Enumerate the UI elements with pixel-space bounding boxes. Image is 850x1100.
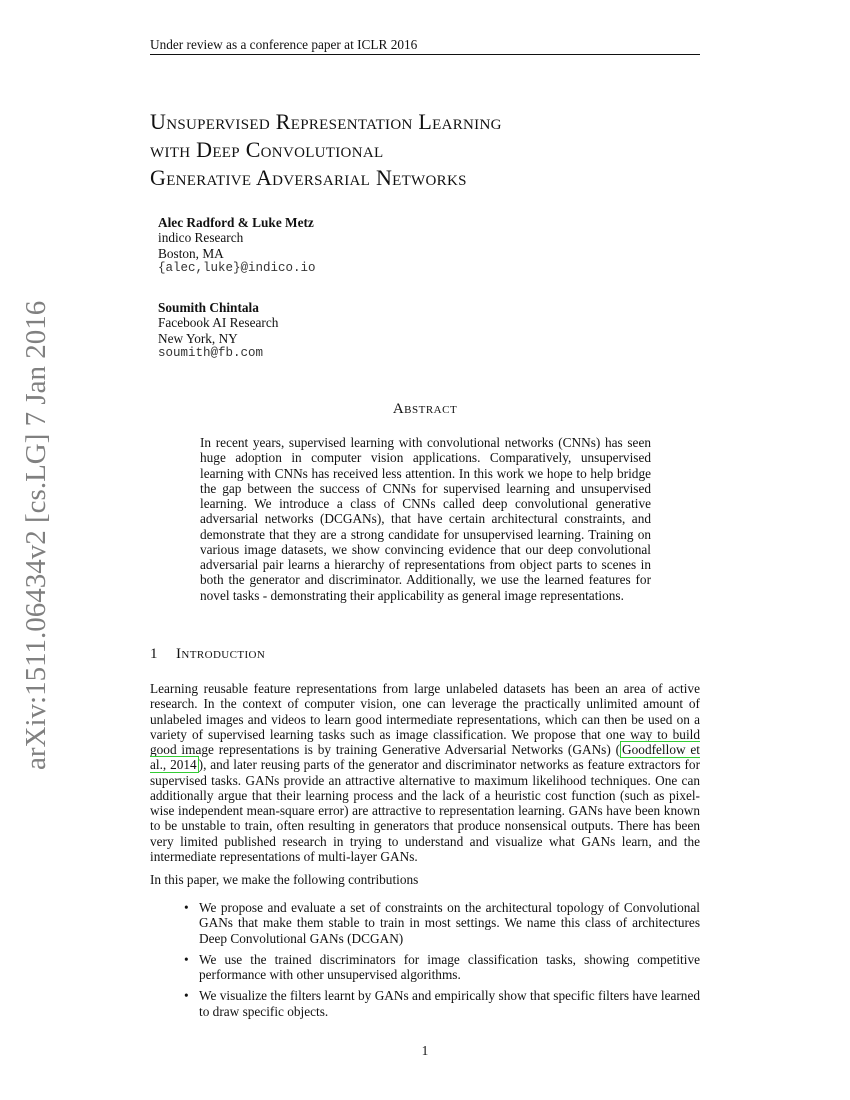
section-heading-introduction xyxy=(150,646,265,663)
author-block-2 xyxy=(158,300,278,361)
title-line: Generative Adversarial Networks xyxy=(150,165,467,190)
running-header: Under review as a conference paper at ICLR 2016 xyxy=(150,37,700,55)
title-line: Unsupervised Representation Learning xyxy=(150,109,502,134)
abstract-text: In recent years, supervised learning with convolutional networks (CNNs) has seen huge adoption in computer vision applications. Comparatively, unsupervised learning with CNNs has received less attention. In this work we hope to help bridge the gap between the success of CNNs for supervised learning and unsupervised learning. We introduce a class of CNNs called deep convolutional generative adversarial networks (DCGANs), that have certain architectural constraints, and demonstrate that they are a strong candidate for unsupervised learning. Training on various image datasets, we show convincing evidence that our deep convolutional adversarial pair learns a hierarchy of representations from object parts to scenes in both the generator and discriminator. Additionally, we use the learned features for novel tasks - demonstrating their applicability as general image representations. xyxy=(200,435,651,603)
bullet-icon: • xyxy=(184,951,189,967)
abstract-heading: Abstract xyxy=(392,401,458,417)
title-line: with Deep Convolutional xyxy=(150,137,384,162)
page-number: 1 xyxy=(421,1043,429,1058)
bullet-icon: • xyxy=(184,900,189,915)
author-email: {alec,luke}@indico.io xyxy=(158,260,316,275)
section-number: 1 xyxy=(150,646,158,662)
contributions-list xyxy=(150,900,700,1025)
author-email: soumith@fb.com xyxy=(158,345,264,360)
list-item-text: We propose and evaluate a set of constraints on the architectural topology of Convolutional GANs that make them stable to train in most settings. We name this class of architectures Deep Convolutional GANs (DCGAN) xyxy=(199,900,700,946)
bullet-icon: • xyxy=(184,988,189,1004)
contributions-intro: In this paper, we make the following contributions xyxy=(150,872,419,887)
author-affiliation: Facebook AI Research xyxy=(158,315,279,331)
author-location: Boston, MA xyxy=(158,245,224,261)
author-name: Alec Radford & Luke Metz xyxy=(158,215,314,230)
list-item xyxy=(150,952,700,983)
arxiv-identifier: arXiv:1511.06434v2 [cs.LG] 7 Jan 2016 xyxy=(20,300,52,770)
author-name: Soumith Chintala xyxy=(158,300,259,315)
list-item-text: We visualize the filters learnt by GANs and empirically show that specific filters have learned to draw specific objects. xyxy=(199,988,700,1019)
section-title: Introduction xyxy=(176,646,266,662)
author-location: New York, NY xyxy=(158,330,238,346)
paper-title xyxy=(150,108,710,192)
list-item xyxy=(150,988,700,1019)
author-affiliation: indico Research xyxy=(158,230,244,246)
intro-text-continued: ), and later reusing parts of the generator and discriminator networks as feature extractors for supervised tasks. GANs provide an attractive alternative to maximum likelihood techniques. One can additionally argue that their learning process and the lack of a heuristic cost function (such as pixel-wise independent mean-square error) are attractive to representation learning. GANs have been known to be unstable to train, often resulting in generators that produce nonsensical outputs. There has been very limited published research in trying to understand and visualize what GANs learn, and the intermediate representations of multi-layer GANs. xyxy=(150,757,701,864)
introduction-paragraph xyxy=(150,681,700,864)
list-item xyxy=(150,900,700,946)
citation-link[interactable]: Goodfellow et al., 2014 xyxy=(150,742,700,773)
author-block-1 xyxy=(158,215,316,276)
intro-text: Learning reusable feature representations from large unlabeled datasets has been an area of active research. In the context of computer vision, one can leverage the practically unlimited amount of unlabeled images and videos to learn good intermediate representations, which can then be used on a variety of supervised learning tasks such as image classification. We propose that one way to build good image representations is by training Generative Adversarial Networks (GANs) ( xyxy=(150,681,700,757)
list-item-text: We use the trained discriminators for image classification tasks, showing competitive performance with other unsupervised algorithms. xyxy=(199,951,700,982)
